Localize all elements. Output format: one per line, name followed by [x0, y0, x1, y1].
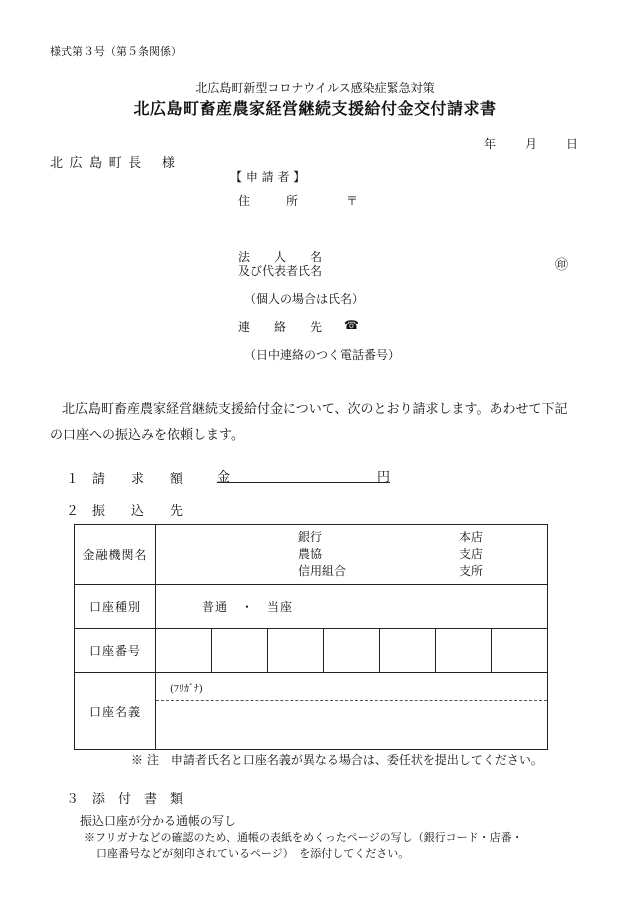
body-text-line-1: 北広島町畜産農家経営継続支援給付金について、次のとおり請求します。あわせて下記	[62, 402, 568, 417]
account-number-label: 口座番号	[75, 629, 156, 673]
furigana-label: (ﾌﾘｶﾞﾅ)	[170, 684, 203, 695]
account-name-field[interactable]	[156, 673, 548, 750]
account-digit-7[interactable]	[492, 629, 548, 673]
account-digit-1[interactable]	[156, 629, 212, 673]
type-ja: 農協	[298, 547, 323, 561]
date-day: 日	[566, 137, 579, 151]
addressee: 北 広 島 町 長 様	[50, 156, 177, 171]
account-digit-5[interactable]	[380, 629, 436, 673]
phone-icon: ☎	[344, 318, 359, 332]
account-digit-4[interactable]	[324, 629, 380, 673]
account-name-row	[75, 673, 548, 750]
form-subtitle: 北広島町新型コロナウイルス感染症緊急対策	[195, 81, 435, 95]
account-type-label: 口座種別	[75, 585, 156, 629]
date-year: 年	[484, 137, 497, 151]
page-title: 北広島町畜産農家経営継続支援給付金交付請求書	[133, 99, 497, 118]
address-label: 住 所	[238, 194, 299, 208]
institution-row	[75, 525, 548, 585]
body-text-line-2: の口座への振込みを依頼します。	[50, 428, 244, 443]
account-digit-3[interactable]	[268, 629, 324, 673]
amount-unit: 円	[376, 470, 390, 485]
seal-mark: ㊞	[555, 258, 569, 273]
attachment-line-1: 振込口座が分かる通帳の写し	[80, 814, 237, 828]
account-number-row	[75, 629, 548, 673]
bank-account-table	[74, 524, 548, 750]
institution-field[interactable]	[156, 525, 548, 585]
amount-field[interactable]	[217, 466, 390, 483]
branch-sub-office: 支所	[459, 564, 484, 578]
item-transfer-label: ２ 振 込 先	[66, 504, 184, 519]
consignment-note: ※ 注 申請者氏名と口座名義が異なる場合は、委任状を提出してください。	[131, 753, 543, 767]
date-month: 月	[525, 137, 538, 151]
account-name-label: 口座名義	[75, 673, 156, 750]
account-type-options[interactable]: 普通 ・ 当座	[156, 585, 548, 629]
item-attachments-label: ３ 添 付 書 類	[66, 792, 184, 807]
branch-branch: 支店	[459, 547, 484, 561]
representative-label: 及び代表者氏名	[238, 264, 323, 278]
contact-label: 連 絡 先	[238, 320, 323, 334]
branch-head-office: 本店	[459, 530, 484, 544]
type-bank: 銀行	[298, 530, 323, 544]
attachment-line-2: ※フリガナなどの確認のため、通帳の表紙をめくったページの写し（銀行コード・店番・	[84, 831, 523, 844]
amount-prefix: 金	[217, 470, 231, 485]
individual-note: （個人の場合は氏名）	[244, 292, 365, 306]
type-credit-union: 信用組合	[298, 564, 347, 578]
item-amount-label: １ 請 求 額	[66, 472, 184, 487]
account-name-input[interactable]	[156, 700, 547, 749]
account-type-row	[75, 585, 548, 629]
attachment-line-3: 口座番号などが刻印されているページ） を添付してください。	[96, 847, 410, 860]
institution-label: 金融機関名	[75, 525, 156, 585]
postal-mark: 〒	[346, 194, 359, 208]
form-number: 様式第３号（第５条関係）	[50, 45, 182, 58]
corp-name-label: 法 人 名	[238, 250, 323, 264]
account-digit-2[interactable]	[212, 629, 268, 673]
contact-note: （日中連絡のつく電話番号）	[244, 348, 401, 362]
applicant-heading: 【 申 請 者 】	[230, 170, 306, 184]
account-digit-6[interactable]	[436, 629, 492, 673]
